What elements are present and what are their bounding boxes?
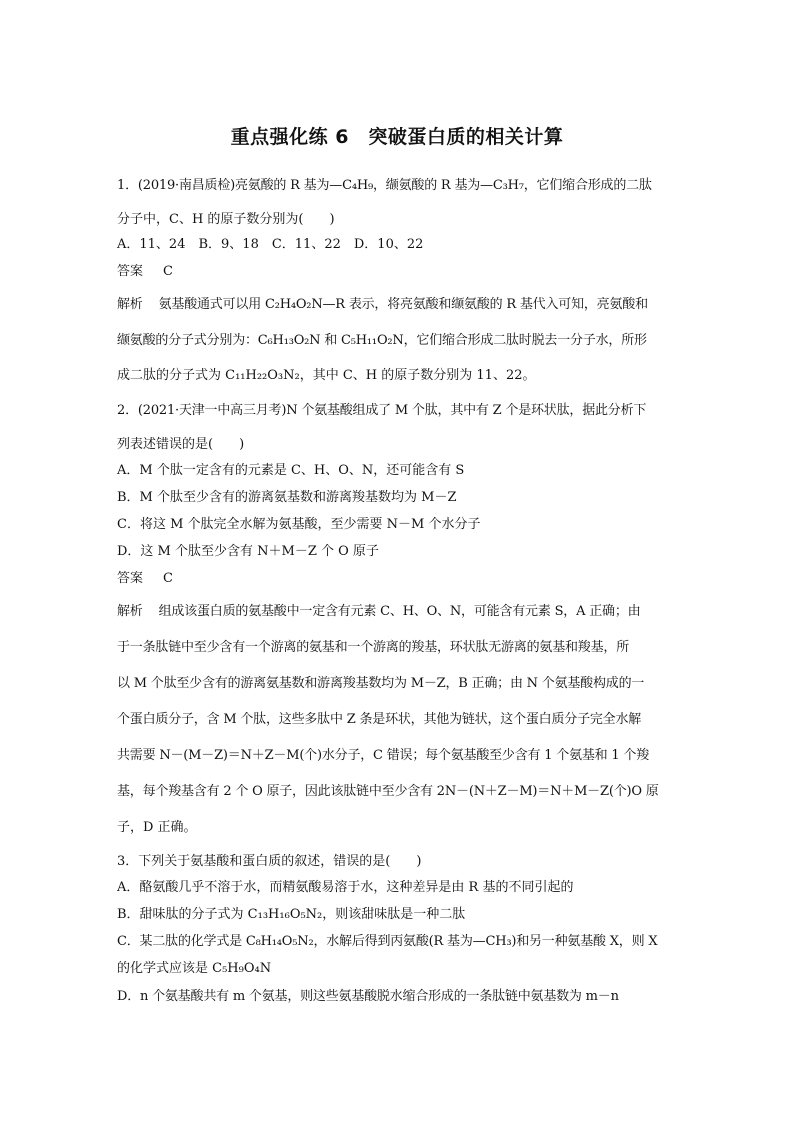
q1-analysis-line2: 缬氨酸的分子式分别为：C₆H₁₃O₂N 和 C₅H₁₁O₂N，它们缩合形成二肽时脱去一分子水，所形 <box>117 333 647 348</box>
q2-analysis-line7: 子，D 正确。 <box>117 820 197 835</box>
q2-analysis-line6: 基，每个羧基含有 2 个 O 原子，因此该肽链中至少含有 2N－(N＋Z－M)＝N＋M－Z(个)O 原 <box>117 784 659 799</box>
q2-analysis-line5: 共需要 N－(M－Z)＝N＋Z－M(个)水分子，C 错误；每个氨基酸至少含有 1 个氨基和 1 个羧 <box>117 748 650 763</box>
q1-stem-line2: 分子中，C、H 的原子数分别为( ) <box>117 212 335 227</box>
analysis-label: 解析 <box>117 297 143 312</box>
q2-option-d: D．这 M 个肽至少含有 N＋M－Z 个 O 原子 <box>117 544 379 559</box>
q1-stem-line1: 1．(2019·南昌质检)亮氨酸的 R 基为—C₄H₉，缬氨酸的 R 基为—C₃H₇，它们缩合形成的二肽 <box>117 178 652 193</box>
analysis-label: 解析 <box>117 604 143 619</box>
answer-label: 答案 <box>117 264 144 279</box>
answer-value: C <box>163 264 173 279</box>
q3-option-a: A．酪氨酸几乎不溶于水，而精氨酸易溶于水，这种差异是由 R 基的不同引起的 <box>117 880 574 895</box>
analysis-text: 氨基酸通式可以用 C₂H₄O₂N—R 表示，将亮氨酸和缬氨酸的 R 基代入可知，亮氨酸和 <box>158 297 648 312</box>
q3-option-b: B．甜味肽的分子式为 C₁₃H₁₆O₅N₂，则该甜味肽是一种二肽 <box>117 907 466 922</box>
q2-stem-line1: 2．(2021·天津一中高三月考)N 个氨基酸组成了 M 个肽，其中有 Z 个是环状肽，据此分析下 <box>117 403 647 418</box>
q1-analysis-line1 <box>117 296 677 314</box>
q2-stem-line2: 列表述错误的是( ) <box>117 437 245 452</box>
answer-label: 答案 <box>117 571 144 586</box>
q1-analysis-line3: 成二肽的分子式为 C₁₁H₂₂O₃N₂，其中 C、H 的原子数分别为 11、22。 <box>117 368 536 383</box>
q3-option-d: D．n 个氨基酸共有 m 个氨基，则这些氨基酸脱水缩合形成的一条肽链中氨基数为 m－n <box>117 989 619 1004</box>
page-title: 重点强化练 6 突破蛋白质的相关计算 <box>230 126 564 148</box>
q2-option-b: B．M 个肽至少含有的游离氨基数和游离羧基数均为 M－Z <box>117 490 457 505</box>
q3-stem: 3．下列关于氨基酸和蛋白质的叙述，错误的是( ) <box>117 854 422 869</box>
q2-option-a: A．M 个肽一定含有的元素是 C、H、O、N，还可能含有 S <box>117 463 465 478</box>
q3-option-c-line1: C．某二肽的化学式是 C₈H₁₄O₅N₂，水解后得到丙氨酸(R 基为—CH₃)和另一种氨基酸 X，则 X <box>117 934 658 949</box>
q1-answer <box>117 263 677 281</box>
q3-option-c-line2: 的化学式应该是 C₅H₉O₄N <box>117 961 272 976</box>
q2-analysis-line1 <box>117 603 677 621</box>
analysis-text: 组成该蛋白质的氨基酸中一定含有元素 C、H、O、N，可能含有元素 S，A 正确；由 <box>158 604 641 619</box>
q2-answer <box>117 570 677 588</box>
q2-option-c: C．将这 M 个肽完全水解为氨基酸，至少需要 N－M 个水分子 <box>117 517 481 532</box>
answer-value: C <box>163 571 173 586</box>
q1-options: A．11、24 B．9、18 C．11、22 D．10、22 <box>117 237 424 252</box>
q2-analysis-line2: 于一条肽链中至少含有一个游离的氨基和一个游离的羧基，环状肽无游离的氨基和羧基，所 <box>117 640 630 655</box>
q2-analysis-line4: 个蛋白质分子，含 M 个肽，这些多肽中 Z 条是环状，其他为链状，这个蛋白质分子完全水解 <box>117 712 642 727</box>
q2-analysis-line3: 以 M 个肽至少含有的游离氨基数和游离羧基数均为 M－Z，B 正确；由 N 个氨基酸构成的一 <box>117 676 645 691</box>
